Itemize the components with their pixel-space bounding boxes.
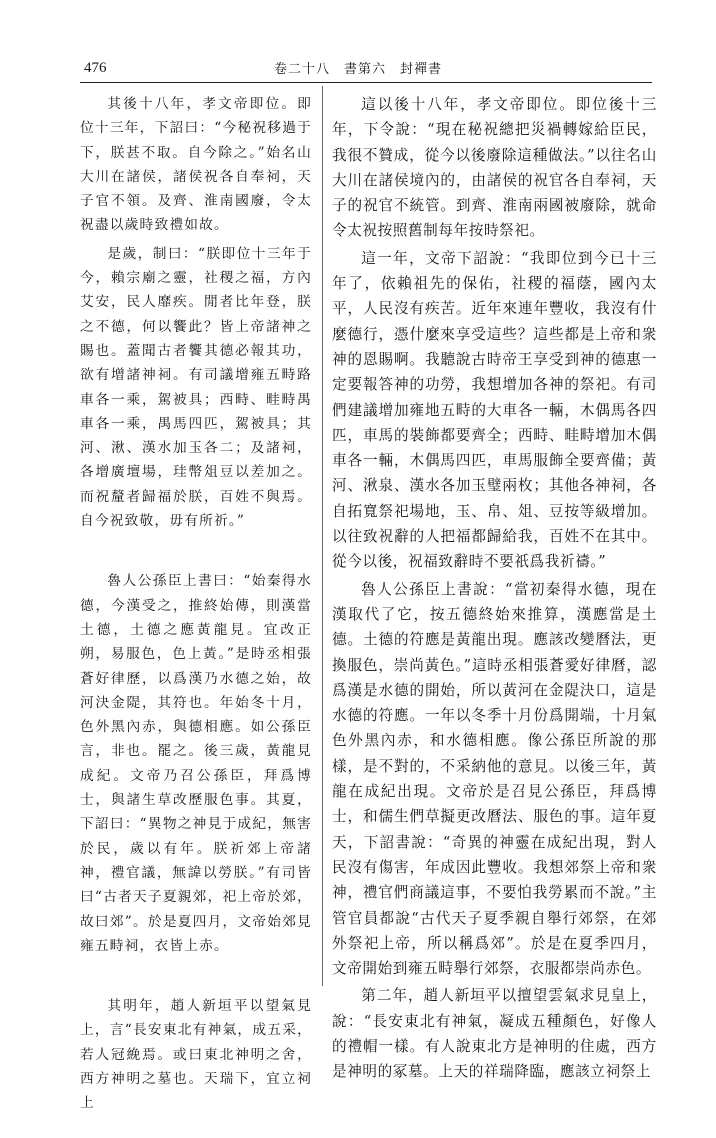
original-paragraph-4: 其明年，趙人新垣平以望氣見上，言“長安東北有神氣，成五采，若人冠絻焉。或曰東北神明之舍，西方神明之墓也。天瑞下，宜立祠上 (80, 998, 312, 1112)
original-paragraph-3: 魯人公孫臣上書曰：“始秦得水德，今漢受之，推終始傳，則漢當土德，土德之應黃龍見。宜改正朔，易服色，色上黃。”是時丞相張蒼好律歷，以爲漢乃水德之始，故河決金隄，其符也。年始冬十月，色外黑內赤，與德相應。如公孫臣言，非也。罷之。後三歲，黃龍見成紀。文帝乃召公孫臣，拜爲博士，與諸生草改歷服色事。其夏，下詔曰：“異物之神見于成紀，無害於民，歲以有年。朕祈郊上帝諸神，禮官議，無諱以勞朕。”有司皆曰“古者天子夏親郊，祀上帝於郊，故曰郊”。於是夏四月，文帝始郊見雍五畤祠，衣皆上赤。 (80, 573, 312, 954)
page-number: 476 (84, 60, 107, 76)
translation-paragraph-3: 魯人公孫臣上書說：“當初秦得水德，現在漢取代了它，按五德終始來推算，漢應當是土德。土德的符應是黃龍出現。應該改變曆法，更換服色，崇尚黃色。”這時丞相張蒼愛好律曆，認爲漢是水德的開始，所以黃河在金隄決口，這是水德的符應。一年以冬季十月份爲開端，十月氣色外黑內赤，和水德相應。像公孫臣所說的那樣，是不對的，不采納他的意見。以後三年，黃龍在成紀出現。文帝於是召見公孫臣，拜爲博士，和儒生們草擬更改曆法、服色的事。這年夏天，下詔書說：“奇異的神靈在成紀出現，對人民沒有傷害，年成因此豐收。我想郊祭上帝和衆神，禮官們商議這事，不要怕我勞累而不說。”主管官員都說“古代天子夏季親自舉行郊祭，在郊外祭祀上帝，所以稱爲郊”。於是在夏季四月，文帝開始到雍五畤舉行郊祭，衣服都崇尚赤色。 (332, 580, 657, 978)
translation-column (332, 92, 657, 1087)
original-paragraph-1: 其後十八年，孝文帝即位。即位十三年，下詔曰：“今秘祝移過于下，朕甚不取。自今除之。”始名山大川在諸侯，諸侯祝各自奉祠，天子官不領。及齊、淮南國廢，令太祝盡以歲時致禮如故。 (80, 96, 312, 234)
column-divider (322, 86, 323, 986)
translation-paragraph-2: 這一年，文帝下詔說：“我即位到今已十三年了，依賴祖先的保佑，社稷的福蔭，國內太平，人民沒有疾苦。近年來連年豐收，我沒有什麼德行，憑什麼來享受這些？這些都是上帝和衆神的恩賜啊。我聽說古時帝王享受到神的德惠一定要報答神的功勞，我想增加各神的祭祀。有司們建議增加雍地五畤的大車各一輛，木偶馬各四匹，車馬的裝飾都要齊全；西畤、畦畤增加木偶車各一輛，木偶馬四匹，車馬服飾全要齊備；黃河、湫泉、漢水各加玉璧兩枚；其他各神祠，各自拓寬祭祀場地，玉、帛、俎、豆按等級增加。以往致祝辭的人把福都歸給我，百姓不在其中。從今以後，祝福致辭時不要祇爲我祈禱。” (332, 249, 657, 571)
running-header: 卷二十八 書第六 封禪書 (273, 62, 442, 77)
header-rule (80, 82, 652, 83)
original-paragraph-2: 是歲，制曰：“朕即位十三年于今，賴宗廟之靈，社稷之福，方內艾安，民人靡疾。閒者比年登，朕之不德，何以饗此？皆上帝諸神之賜也。蓋聞古者饗其德必報其功，欲有增諸神祠。有司議增雍五畤路車各一乘，駕被具；西畤、畦畤禺車各一乘，禺馬四匹，駕被具；其河、湫、漢水加玉各二；及諸祠，各增廣壇場，珪幣俎豆以差加之。而祝釐者歸福於朕，百姓不與焉。自今祝致敬，毋有所祈。” (80, 245, 312, 530)
original-text-column (80, 92, 312, 1138)
translation-paragraph-1: 這以後十八年，孝文帝即位。即位後十三年，下令說：“現在秘祝總把災禍轉嫁給臣民，我很不贊成，從今以後廢除這種做法。”以往名山大川在諸侯境內的，由諸侯的祝官各自奉祠，天子的祝官不統管。到齊、淮南兩國被廢除，就命令太祝按照舊制每年按時祭祀。 (332, 96, 657, 240)
translation-paragraph-4: 第二年，趙人新垣平以擅望雲氣求見皇上，說：“長安東北有神氣，凝成五種顏色，好像人的禮帽一樣。有人說東北方是神明的住處，西方是神明的冢墓。上天的祥瑞降臨，應該立祠祭上 (332, 987, 657, 1081)
